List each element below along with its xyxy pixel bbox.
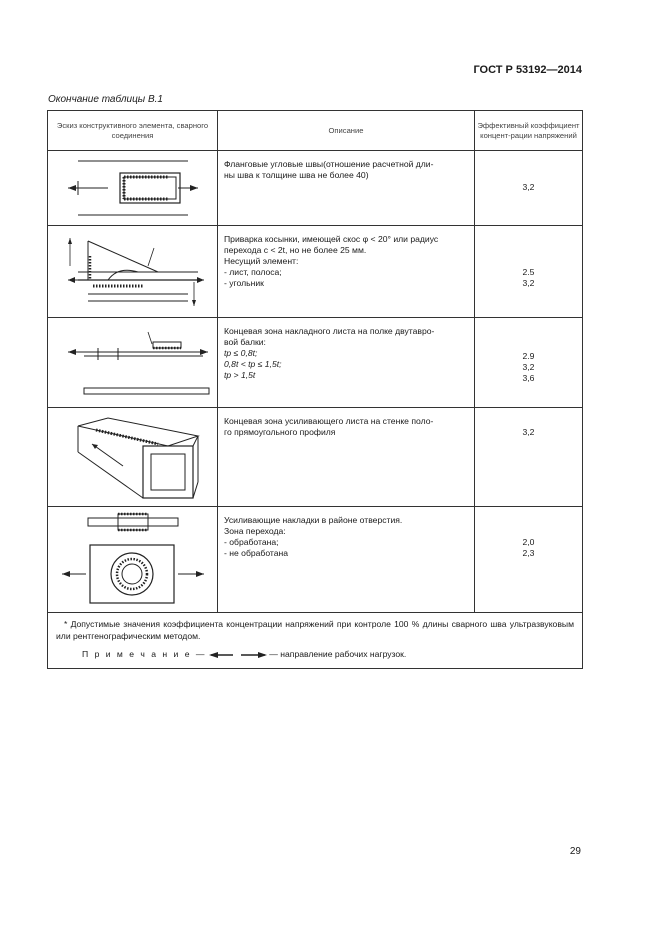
description-line: вой балки: xyxy=(224,337,266,347)
coefficient-cell xyxy=(475,226,583,318)
double-arrow-icon xyxy=(209,651,267,659)
coefficient-cell xyxy=(475,408,583,507)
description-line: го прямоугольного профиля xyxy=(224,427,336,437)
footnote-text: * Допустимые значения коэффициента концентрации напряжений при контроле 100 % длины сварного шва ультразвуковым или рентгенографическим методом. xyxy=(56,619,574,641)
col-header-description: Описание xyxy=(218,111,475,151)
hollow-profile-sketch xyxy=(48,408,216,506)
description-line: Концевая зона усиливающего листа на стенке поло- xyxy=(224,416,434,426)
standard-header: ГОСТ Р 53192—2014 xyxy=(473,64,582,76)
note-text: — направление рабочих нагрузок. xyxy=(269,649,407,659)
sketch-cell xyxy=(48,507,218,613)
flank-weld-sketch xyxy=(48,151,216,225)
description-line: - угольник xyxy=(224,278,264,288)
coefficient-cell xyxy=(475,318,583,408)
data-table xyxy=(47,110,583,669)
coefficient-cell xyxy=(475,151,583,226)
note-line xyxy=(56,648,574,660)
table-caption: Окончание таблицы В.1 xyxy=(48,94,163,105)
coefficient-value: 2,0 xyxy=(522,537,535,547)
page-number: 29 xyxy=(569,846,581,857)
coefficient-value: 2.9 xyxy=(522,351,535,361)
gusset-weld-sketch xyxy=(48,226,216,317)
description-line: перехода c < 2t, но не более 25 мм. xyxy=(224,245,367,255)
description-line: Приварка косынки, имеющей скос φ < 20° или радиус xyxy=(224,234,439,244)
coefficient-value: 3,2 xyxy=(522,278,535,288)
hole-reinforcement-sketch xyxy=(48,507,216,612)
description-line: ны шва к толщине шва не более 40) xyxy=(224,170,369,180)
description-line: Несущий элемент: xyxy=(224,256,299,266)
coefficient-value: 2,3 xyxy=(522,548,535,558)
table-row xyxy=(48,507,583,613)
description-line: Фланговые угловые швы(отношение расчетной дли- xyxy=(224,159,434,169)
coefficient-cell xyxy=(475,507,583,613)
description-line: 0,8t < tp ≤ 1,5t; xyxy=(224,359,282,369)
description-cell xyxy=(218,408,475,507)
description-line: - обработана; xyxy=(224,537,279,547)
footnote-cell xyxy=(48,613,583,669)
coefficient-value: 3,6 xyxy=(522,373,535,383)
description-line: Зона перехода: xyxy=(224,526,286,536)
coefficient-value: 3,2 xyxy=(522,182,535,192)
table-header-row xyxy=(48,111,583,151)
description-cell xyxy=(218,226,475,318)
table-row xyxy=(48,408,583,507)
table-footer-row xyxy=(48,613,583,669)
description-line: tp > 1,5t xyxy=(224,370,256,380)
description-line: tp ≤ 0,8t; xyxy=(224,348,258,358)
col-header-sketch: Эскиз конструктивного элемента, сварного соединения xyxy=(48,111,218,151)
description-line: Концевая зона накладного листа на полке двутавро- xyxy=(224,326,435,336)
table-row xyxy=(48,318,583,408)
table-row xyxy=(48,151,583,226)
description-cell xyxy=(218,318,475,408)
cover-plate-sketch xyxy=(48,318,216,407)
sketch-cell xyxy=(48,226,218,318)
description-cell xyxy=(218,507,475,613)
sketch-cell xyxy=(48,408,218,507)
note-label: П р и м е ч а н и е — xyxy=(82,649,207,659)
table-row xyxy=(48,226,583,318)
sketch-cell xyxy=(48,318,218,408)
description-cell xyxy=(218,151,475,226)
description-line: - не обработана xyxy=(224,548,289,558)
coefficient-value: 3,2 xyxy=(522,427,535,437)
description-line: Усиливающие накладки в районе отверстия. xyxy=(224,515,403,525)
coefficient-value: 3,2 xyxy=(522,362,535,372)
col-header-coefficient: Эффективный коэффициент концент-рации напряжений xyxy=(475,111,583,151)
sketch-cell xyxy=(48,151,218,226)
coefficient-value: 2.5 xyxy=(522,267,535,277)
description-line: - лист, полоса; xyxy=(224,267,282,277)
